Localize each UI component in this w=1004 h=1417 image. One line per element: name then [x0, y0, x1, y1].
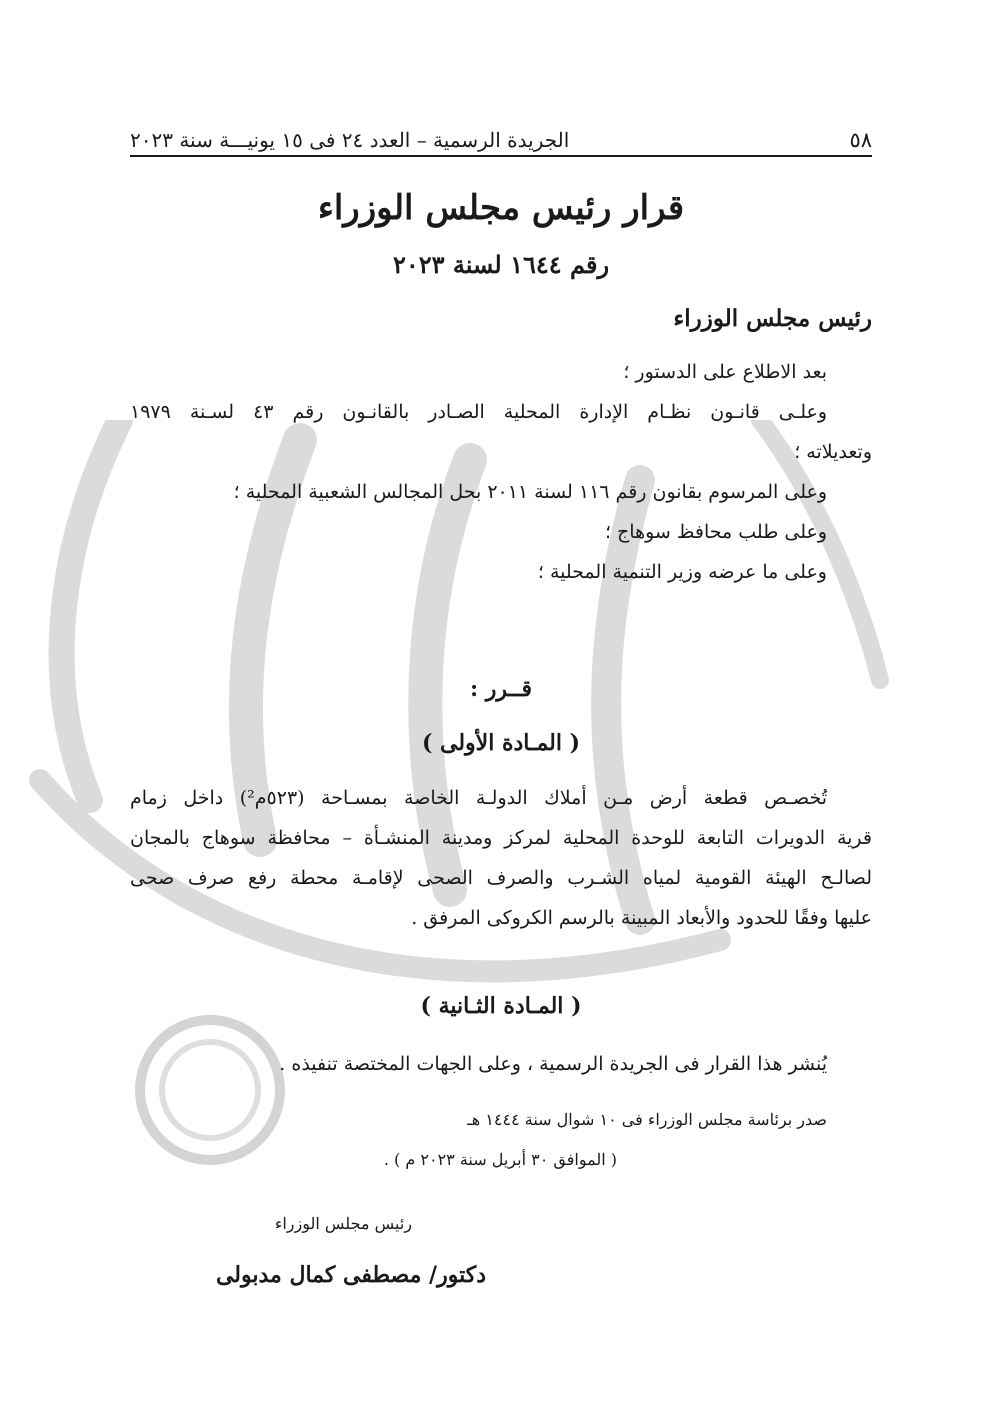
preamble [130, 352, 872, 592]
issued-date-hijri: صدر برئاسة مجلس الوزراء فى ١٠ شوال سنة ١٤٤٤ هـ [467, 1110, 827, 1129]
preamble-line: وعلى ما عرضه وزير التنمية المحلية ؛ [537, 561, 827, 583]
article-2-heading: ( المـادة الثـانية ) [420, 993, 582, 1019]
decree-title: قرار رئيس مجلس الوزراء [317, 188, 685, 228]
page-header [130, 112, 872, 152]
decided-label: قــرر : [470, 676, 532, 702]
article-2-body [130, 1044, 872, 1084]
header-divider [130, 155, 872, 157]
page-number: ٥٨ [849, 128, 872, 152]
article-1-line: عليها وفقًا للحدود والأبعاد المبينة بالرسم الكروكى المرفق . [411, 907, 872, 929]
decree-number: رقم ١٦٤٤ لسنة ٢٠٢٣ [392, 250, 610, 279]
preamble-line: وتعديلاته ؛ [794, 441, 872, 463]
issuance-details [130, 1100, 872, 1180]
article-1-heading: ( المـادة الأولى ) [421, 730, 581, 756]
article-2-text: يُنشر هذا القرار فى الجريدة الرسمية ، وعلى الجهات المختصة تنفيذه . [279, 1053, 827, 1075]
signature-name: دكتور/ مصطفى كمال مدبولى [215, 1262, 486, 1288]
preamble-line: وعلى طلب محافظ سوهاج ؛ [604, 521, 827, 543]
signature-role: رئيس مجلس الوزراء [274, 1214, 412, 1233]
preamble-line: بعد الاطلاع على الدستور ؛ [623, 361, 827, 383]
issuer-heading: رئيس مجلس الوزراء [673, 305, 872, 332]
article-1-line: لصالـح الهيئة القومية لمياه الشـرب والصرف الصحى لإقامـة محطة رفع صرف صحى [130, 867, 872, 889]
article-1-line: قرية الدويرات التابعة للوحدة المحلية لمركز ومدينة المنشـأة – محافظة سوهاج بالمجان [130, 827, 872, 849]
running-title: الجريدة الرسمية – العدد ٢٤ فى ١٥ يونيـــة سنة ٢٠٢٣ [130, 128, 570, 152]
preamble-line: وعلـى قانـون نظـام الإدارة المحلية الصـادر بالقانـون رقم ٤٣ لسـنة ١٩٧٩ [130, 401, 827, 423]
article-1-line: تُخصـص قطعة أرض مـن أملاك الدولـة الخاصة بمسـاحة (٥٢٣م²) داخل زمام [130, 787, 827, 809]
preamble-line: وعلى المرسوم بقانون رقم ١١٦ لسنة ٢٠١١ بحل المجالس الشعبية المحلية ؛ [233, 481, 827, 503]
article-1-body [130, 778, 872, 938]
gazette-page [130, 0, 872, 1417]
issued-date-gregorian: ( الموافق ٣٠ أبريل سنة ٢٠٢٣ م ) . [383, 1150, 617, 1169]
